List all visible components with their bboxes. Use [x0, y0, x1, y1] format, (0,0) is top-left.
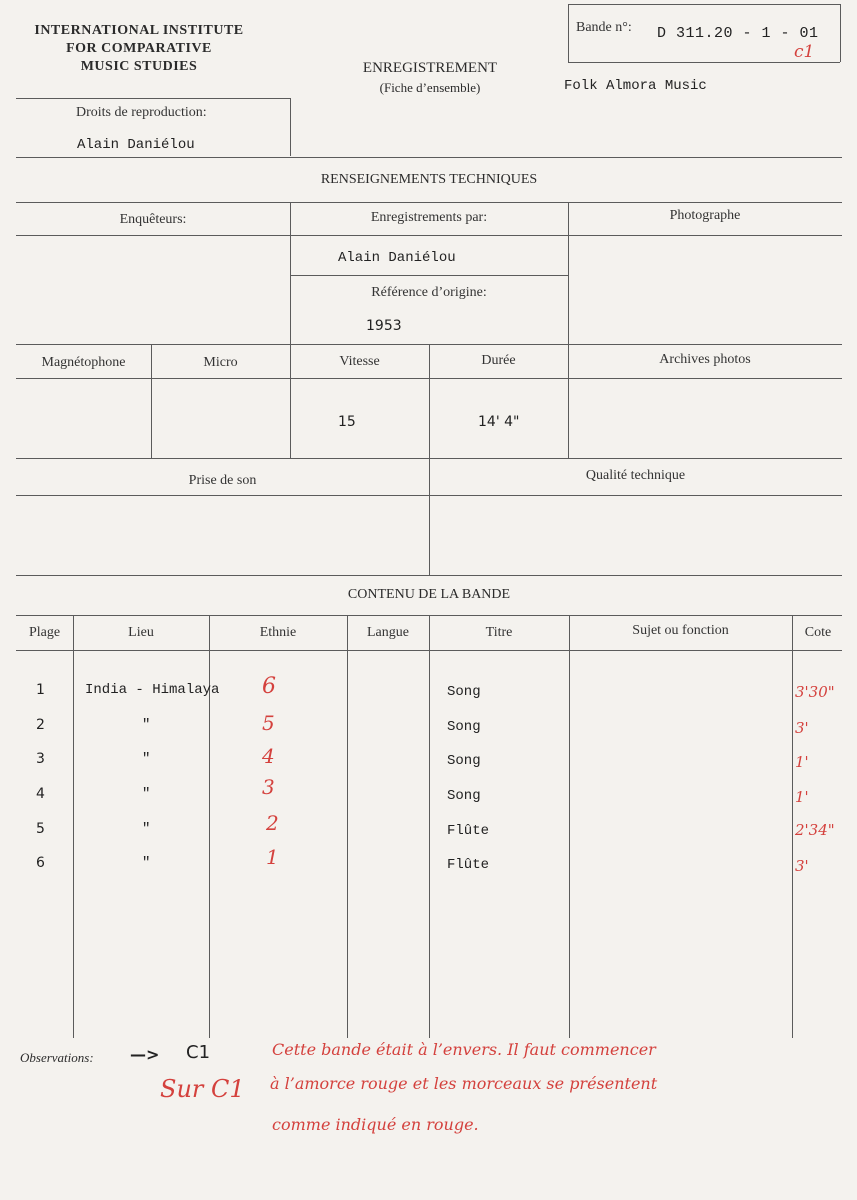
- col-header-cote: Cote: [804, 625, 832, 640]
- row-titre: Song: [447, 719, 481, 735]
- rights-value: Alain Daniélou: [77, 137, 195, 153]
- col-header-lieu: Lieu: [128, 625, 154, 640]
- duree-label: Durée: [481, 353, 516, 368]
- row-titre: Flûte: [447, 823, 490, 839]
- institute-line-1: INTERNATIONAL INSTITUTE: [34, 23, 244, 38]
- form-title: ENREGISTREMENT: [362, 60, 498, 76]
- magnetophone-label: Magnétophone: [41, 355, 126, 370]
- row-lieu: ": [142, 717, 151, 733]
- row-cote: 3': [795, 857, 809, 875]
- observations-note-line-3: comme indiqué en rouge.: [272, 1115, 479, 1134]
- row-cote: 2'34": [795, 821, 835, 839]
- enqueteurs-label: Enquêteurs:: [119, 212, 187, 227]
- observations-sur-c1: Sur C1: [160, 1075, 245, 1103]
- row-lieu: ": [142, 751, 151, 767]
- observations-label: Observations:: [20, 1050, 94, 1065]
- band-number-value: D 311.20 - 1 - 01: [657, 25, 819, 42]
- rights-label: Droits de reproduction:: [76, 105, 207, 120]
- row-ethnie: 4: [262, 744, 275, 768]
- band-number-label: Bande n°:: [576, 20, 632, 35]
- row-plage: 4: [36, 786, 45, 802]
- qualite-technique-label: Qualité technique: [585, 468, 686, 483]
- row-ethnie: 3: [262, 775, 275, 799]
- photographe-label: Photographe: [669, 208, 741, 223]
- reference-label: Référence d’origine:: [371, 285, 487, 300]
- vitesse-value: 15: [338, 414, 356, 430]
- band-number-handwritten: c1: [794, 42, 815, 62]
- content-section-title: CONTENU DE LA BANDE: [347, 587, 511, 602]
- row-titre: Song: [447, 753, 481, 769]
- col-header-langue: Langue: [367, 625, 409, 640]
- row-titre: Flûte: [447, 857, 490, 873]
- row-plage: 3: [36, 751, 45, 767]
- observations-note-line-1: Cette bande était à l’envers. Il faut commencer: [272, 1040, 656, 1059]
- row-cote: 3'30": [795, 683, 835, 701]
- observations-arrow: —>: [130, 1045, 160, 1064]
- observations-code: C1: [186, 1042, 211, 1063]
- enregistrements-label: Enregistrements par:: [370, 210, 488, 225]
- row-ethnie: 6: [262, 674, 276, 699]
- form-subtitle: (Fiche d’ensemble): [379, 80, 481, 95]
- institute-line-3: MUSIC STUDIES: [80, 59, 198, 74]
- technical-section-title: RENSEIGNEMENTS TECHNIQUES: [320, 172, 538, 187]
- institute-name: [14, 22, 264, 76]
- row-titre: Song: [447, 684, 481, 700]
- col-header-ethnie: Ethnie: [259, 625, 297, 640]
- enregistrements-value: Alain Daniélou: [338, 250, 456, 266]
- duree-value: 14' 4": [478, 414, 520, 430]
- archives-label: Archives photos: [659, 352, 751, 367]
- row-ethnie: 2: [266, 811, 279, 835]
- col-header-sujet: Sujet ou fonction: [632, 623, 729, 638]
- col-header-titre: Titre: [485, 625, 513, 640]
- row-cote: 1': [795, 753, 809, 771]
- row-plage: 5: [36, 821, 45, 837]
- row-plage: 2: [36, 717, 45, 733]
- row-titre: Song: [447, 788, 481, 804]
- micro-label: Micro: [203, 355, 238, 370]
- row-ethnie: 1: [266, 845, 279, 869]
- collection-title: Folk Almora Music: [564, 78, 707, 94]
- row-cote: 3': [795, 719, 809, 737]
- row-lieu: ": [142, 786, 151, 802]
- row-plage: 1: [36, 682, 45, 698]
- reference-value: 1953: [366, 318, 402, 334]
- row-lieu: India - Himalaya: [85, 682, 220, 698]
- observations-note-line-2: à l’amorce rouge et les morceaux se présentent: [270, 1074, 658, 1093]
- institute-line-2: FOR COMPARATIVE: [66, 41, 212, 56]
- prise-de-son-label: Prise de son: [188, 473, 257, 488]
- row-cote: 1': [795, 788, 809, 806]
- row-plage: 6: [36, 855, 45, 871]
- row-ethnie: 5: [262, 711, 275, 735]
- row-lieu: ": [142, 821, 151, 837]
- row-lieu: ": [142, 855, 151, 871]
- vitesse-label: Vitesse: [339, 354, 380, 369]
- col-header-plage: Plage: [28, 625, 61, 640]
